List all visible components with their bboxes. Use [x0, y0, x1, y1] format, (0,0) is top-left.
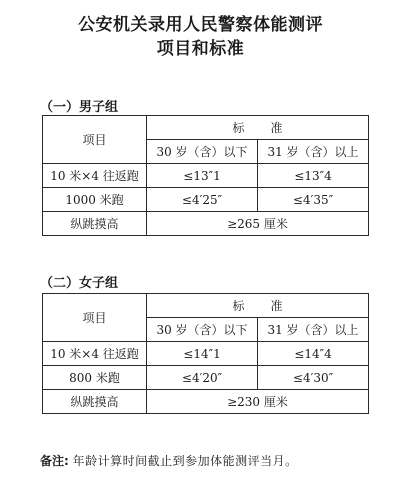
female-standards-table: [42, 293, 369, 414]
standard-value-cell: ≤13″4: [258, 164, 369, 188]
standard-value-cell: ≤13″1: [147, 164, 258, 188]
item-name-cell: 纵跳摸高: [43, 212, 147, 236]
table-row: [43, 390, 369, 414]
standard-header-cell: [147, 294, 369, 318]
item-name-cell: 1000 米跑: [43, 188, 147, 212]
standard-header-cell: [147, 116, 369, 140]
table-row: [43, 212, 369, 236]
merged-standard-value-cell: ≥265 厘米: [147, 212, 369, 236]
standard-value-cell: ≤4′20″: [147, 366, 258, 390]
table-header-row: [43, 116, 369, 140]
age-group-1-header: 30 岁（含）以下: [147, 140, 258, 164]
document-title-line-1: 公安机关录用人民警察体能测评: [78, 15, 323, 35]
male-standards-table: [42, 115, 369, 236]
standard-value-cell: ≤4′25″: [147, 188, 258, 212]
table-row: [43, 342, 369, 366]
table-row: [43, 188, 369, 212]
remark-text: 年龄计算时间截止到参加体能测评当月。: [72, 454, 298, 468]
merged-standard-value-cell: ≥230 厘米: [147, 390, 369, 414]
table-header-row: [43, 294, 369, 318]
age-group-1-header: 30 岁（含）以下: [147, 318, 258, 342]
standard-value-cell: ≤14″4: [258, 342, 369, 366]
remark-label: 备注:: [40, 454, 69, 468]
table-row: [43, 164, 369, 188]
male-section-heading: （一）男子组: [40, 100, 119, 115]
standard-value-cell: ≤14″1: [147, 342, 258, 366]
table-row: [43, 366, 369, 390]
item-header-cell: 项目: [43, 294, 147, 342]
age-group-2-header: 31 岁（含）以上: [258, 318, 369, 342]
remark-note: [40, 452, 298, 469]
standard-header-label: 标准: [232, 299, 309, 313]
standard-value-cell: ≤4′30″: [258, 366, 369, 390]
document-title-line-2: 项目和标准: [156, 39, 245, 59]
age-group-2-header: 31 岁（含）以上: [258, 140, 369, 164]
standard-header-label: 标准: [232, 121, 309, 135]
item-name-cell: 10 米×4 往返跑: [43, 164, 147, 188]
item-header-cell: 项目: [43, 116, 147, 164]
item-name-cell: 10 米×4 往返跑: [43, 342, 147, 366]
standard-value-cell: ≤4′35″: [258, 188, 369, 212]
item-name-cell: 纵跳摸高: [43, 390, 147, 414]
female-section-heading: （二）女子组: [40, 276, 119, 291]
item-name-cell: 800 米跑: [43, 366, 147, 390]
